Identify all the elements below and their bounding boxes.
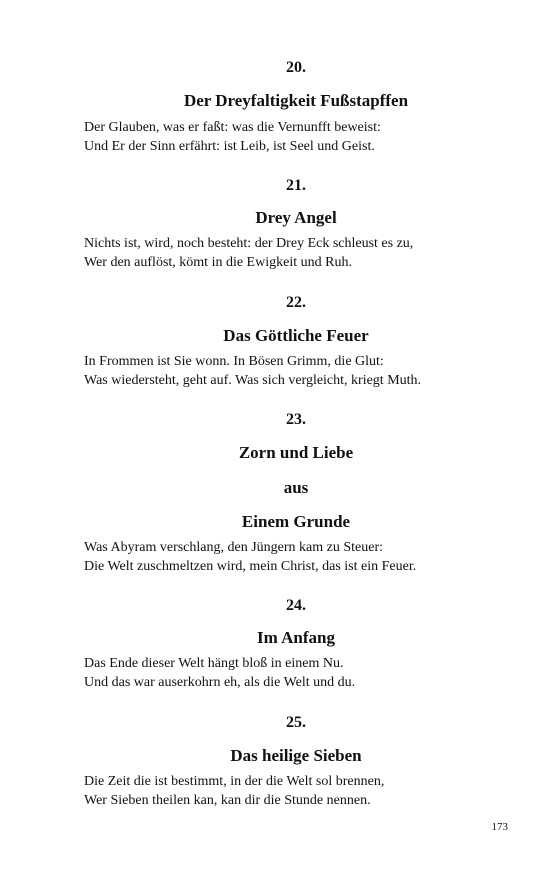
verse-line: Das Ende dieser Welt hängt bloß in einem Nu.: [84, 656, 344, 671]
epigram-title-line-2: aus: [283, 478, 309, 497]
verse-line: Die Welt zuschmeltzen wird, mein Christ, das ist ein Feuer.: [84, 559, 417, 574]
epigram-number: 20.: [286, 59, 306, 76]
epigram-number: 25.: [286, 714, 306, 731]
epigram-number: 23.: [286, 411, 306, 428]
verse-line: Nichts ist, wird, noch besteht: der Drey Eck schleust es zu,: [84, 236, 414, 251]
epigram-22: [84, 293, 508, 388]
epigram-number: 22.: [286, 294, 306, 311]
epigram-number: 21.: [286, 177, 306, 194]
epigram-24: [84, 596, 508, 690]
epigram-verse: [84, 118, 508, 156]
epigram-20: [84, 58, 508, 154]
epigram-25: [84, 713, 508, 808]
epigram-number: 24.: [286, 597, 306, 614]
epigram-23: [84, 410, 508, 574]
epigram-title: Das heilige Sieben: [230, 746, 362, 765]
epigram-title-line-1: Zorn und Liebe: [238, 443, 354, 462]
verse-line: Und Er der Sinn erfährt: ist Leib, ist Seel und Geist.: [84, 139, 375, 154]
epigram-verse: [84, 538, 508, 576]
epigram-21: [84, 176, 508, 270]
verse-line: Was Abyram verschlang, den Jüngern kam zu Steuer:: [84, 540, 384, 555]
verse-line: In Frommen ist Sie wonn. In Bösen Grimm, die Glut:: [84, 354, 384, 369]
verse-line: Die Zeit die ist bestimmt, in der die Welt sol brennen,: [84, 774, 385, 789]
verse-line: Der Glauben, was er faßt: was die Vernunfft beweist:: [84, 120, 381, 135]
epigram-verse: [84, 772, 508, 810]
epigram-verse: [84, 352, 508, 390]
epigram-verse: [84, 234, 508, 272]
epigram-title: Im Anfang: [257, 628, 335, 647]
verse-line: Und das war auserkohrn eh, als die Welt und du.: [84, 675, 356, 690]
epigram-title: Der Dreyfaltigkeit Fußstapffen: [183, 91, 409, 110]
epigram-title: Drey Angel: [255, 208, 337, 227]
book-page: [84, 0, 508, 880]
verse-line: Was wiedersteht, geht auf. Was sich vergleicht, kriegt Muth.: [84, 373, 422, 388]
page-number: 173: [491, 821, 508, 833]
verse-line: Wer den auflöst, kömt in die Ewigkeit und Ruh.: [84, 255, 352, 270]
epigram-verse: [84, 654, 508, 692]
epigram-title: Das Göttliche Feuer: [223, 326, 369, 345]
verse-line: Wer Sieben theilen kan, kan dir die Stunde nennen.: [84, 793, 371, 808]
epigram-title-line-3: Einem Grunde: [241, 512, 351, 531]
